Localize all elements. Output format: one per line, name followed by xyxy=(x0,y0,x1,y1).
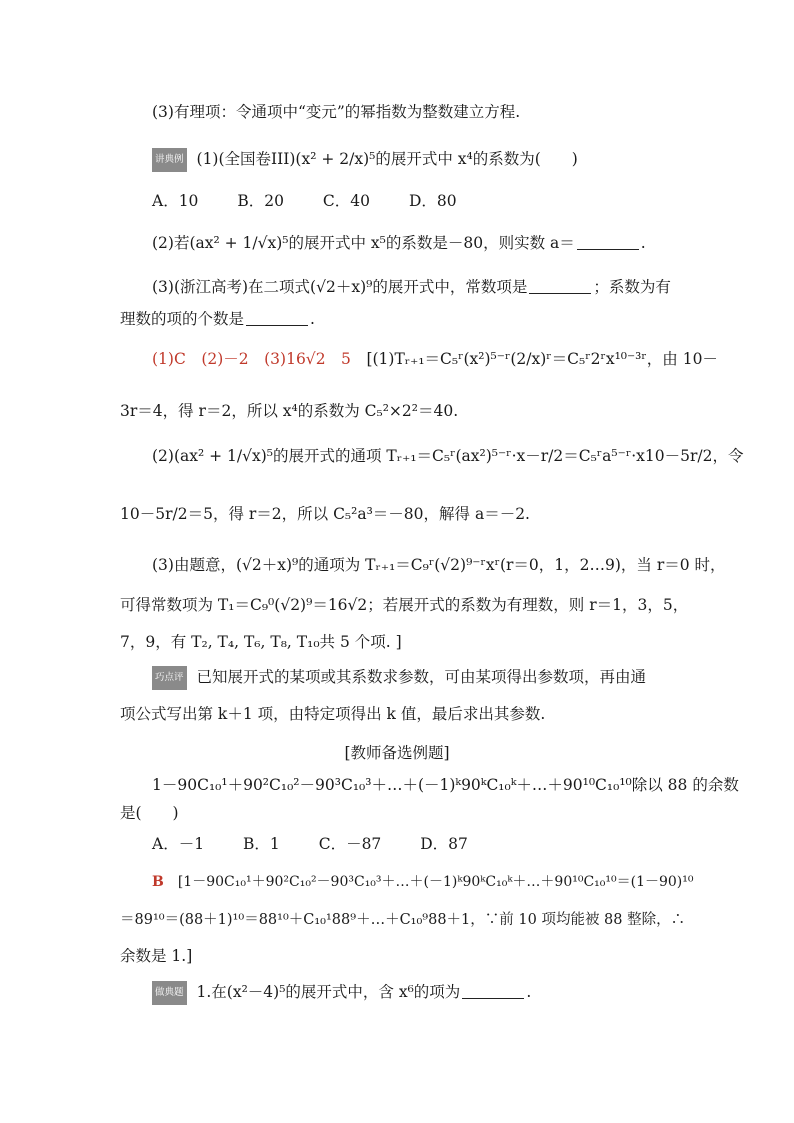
options-row xyxy=(152,833,502,855)
option-b: B．20 xyxy=(237,192,284,210)
answer-line: (2)(ax² + 1/√x)⁵的展开式的通项 Tᵣ₊₁＝C₅ʳ(ax²)⁵⁻ʳ·x－r/2＝C₅ʳa⁵⁻ʳ·x10－5r/2，令 xyxy=(152,447,744,465)
option-b: B．1 xyxy=(243,835,280,853)
question-line xyxy=(152,276,671,298)
answer-line: ＝89¹⁰＝(88＋1)¹⁰＝88¹⁰＋C₁₀¹88⁹＋…＋C₁₀⁹88＋1，∵前 10 项均能被 88 整除，∴ xyxy=(120,912,686,928)
answer-blank xyxy=(246,311,308,326)
question-line xyxy=(152,232,646,254)
comment-line xyxy=(152,666,646,690)
answer-line: (3)由题意，(√2＋x)⁹的通项为 Tᵣ₊₁＝C₉ʳ(√2)⁹⁻ʳxʳ(r＝0，1，2…9)，当 r＝0 时， xyxy=(152,556,726,574)
section-title: [教师备选例题] xyxy=(344,744,450,762)
answer-line xyxy=(152,348,718,370)
punct: . xyxy=(310,310,315,328)
answer-line: 7，9，有 T₂, T₄, T₆, T₈, T₁₀共 5 个项. ] xyxy=(120,633,402,651)
answer-line xyxy=(152,871,694,893)
option-a: A．10 xyxy=(152,192,199,210)
option-a: A．－1 xyxy=(152,835,205,853)
example-badge: 讲典例 xyxy=(152,148,187,172)
practice-line xyxy=(152,981,531,1005)
answer-blank xyxy=(462,984,524,999)
question-text: (3)(浙江高考)在二项式(√2＋x)⁹的展开式中，常数项是 xyxy=(152,278,528,296)
comment-line: 项公式写出第 k＋1 项，由特定项得出 k 值，最后求出其参数. xyxy=(120,705,546,723)
question-text: (1)(全国卷III)(x² + 2/x)⁵的展开式中 x⁴的系数为( ) xyxy=(196,150,578,168)
question-line: 是( ) xyxy=(120,804,179,822)
option-c: C．－87 xyxy=(318,835,382,853)
answer-blank xyxy=(577,235,639,250)
answer-text: [(1)Tᵣ₊₁＝C₅ʳ(x²)⁵⁻ʳ(2/x)ʳ＝C₅ʳ2ʳx¹⁰⁻³ʳ，由 10－ xyxy=(366,350,718,368)
question-text: 理数的项的个数是 xyxy=(120,310,245,328)
answer-line: 余数是 1.] xyxy=(120,947,193,965)
answer-key: (1)C (2)－2 (3)16√2 5 xyxy=(152,350,351,368)
answer-line: 3r＝4，得 r＝2，所以 x⁴的系数为 C₅²×2²＝40. xyxy=(120,402,459,420)
question-line xyxy=(120,308,315,330)
question-text: (2)若(ax² + 1/√x)⁵的展开式中 x⁵的系数是－80，则实数 a＝ xyxy=(152,234,575,252)
answer-line: 可得常数项为 T₁＝C₉⁰(√2)⁹＝16√2；若展开式的系数为有理数，则 r＝1，3，5， xyxy=(120,596,689,614)
question-text: 1.在(x²－4)⁵的展开式中，含 x⁶的项为 xyxy=(196,983,461,1001)
option-c: C．40 xyxy=(322,192,371,210)
comment-badge: 巧点评 xyxy=(152,666,187,690)
answer-blank xyxy=(529,279,591,294)
answer-text: [1－90C₁₀¹＋90²C₁₀²－90³C₁₀³＋…＋(－1)ᵏ90ᵏC₁₀ᵏ＋…＋90¹⁰C₁₀¹⁰＝(1－90)¹⁰ xyxy=(177,874,694,890)
options-row xyxy=(152,190,491,212)
punct: . xyxy=(526,983,532,1001)
practice-badge: 做典题 xyxy=(152,981,187,1005)
punct: . xyxy=(640,234,646,252)
question-line: 1－90C₁₀¹＋90²C₁₀²－90³C₁₀³＋…＋(－1)ᵏ90ᵏC₁₀ᵏ＋…＋90¹⁰C₁₀¹⁰除以 88 的余数 xyxy=(152,776,739,794)
example-line xyxy=(152,148,578,172)
answer-line: 10－5r/2＝5，得 r＝2，所以 C₅²a³＝－80，解得 a＝－2. xyxy=(120,505,530,523)
option-d: D．80 xyxy=(408,192,457,210)
question-text: ；系数为有 xyxy=(593,278,671,296)
option-d: D．87 xyxy=(420,835,468,853)
text-line: (3)有理项：令通项中“变元”的幂指数为整数建立方程. xyxy=(152,103,521,121)
comment-text: 已知展开式的某项或其系数求参数，可由某项得出参数项，再由通 xyxy=(196,668,647,686)
answer-key: B xyxy=(152,874,164,890)
